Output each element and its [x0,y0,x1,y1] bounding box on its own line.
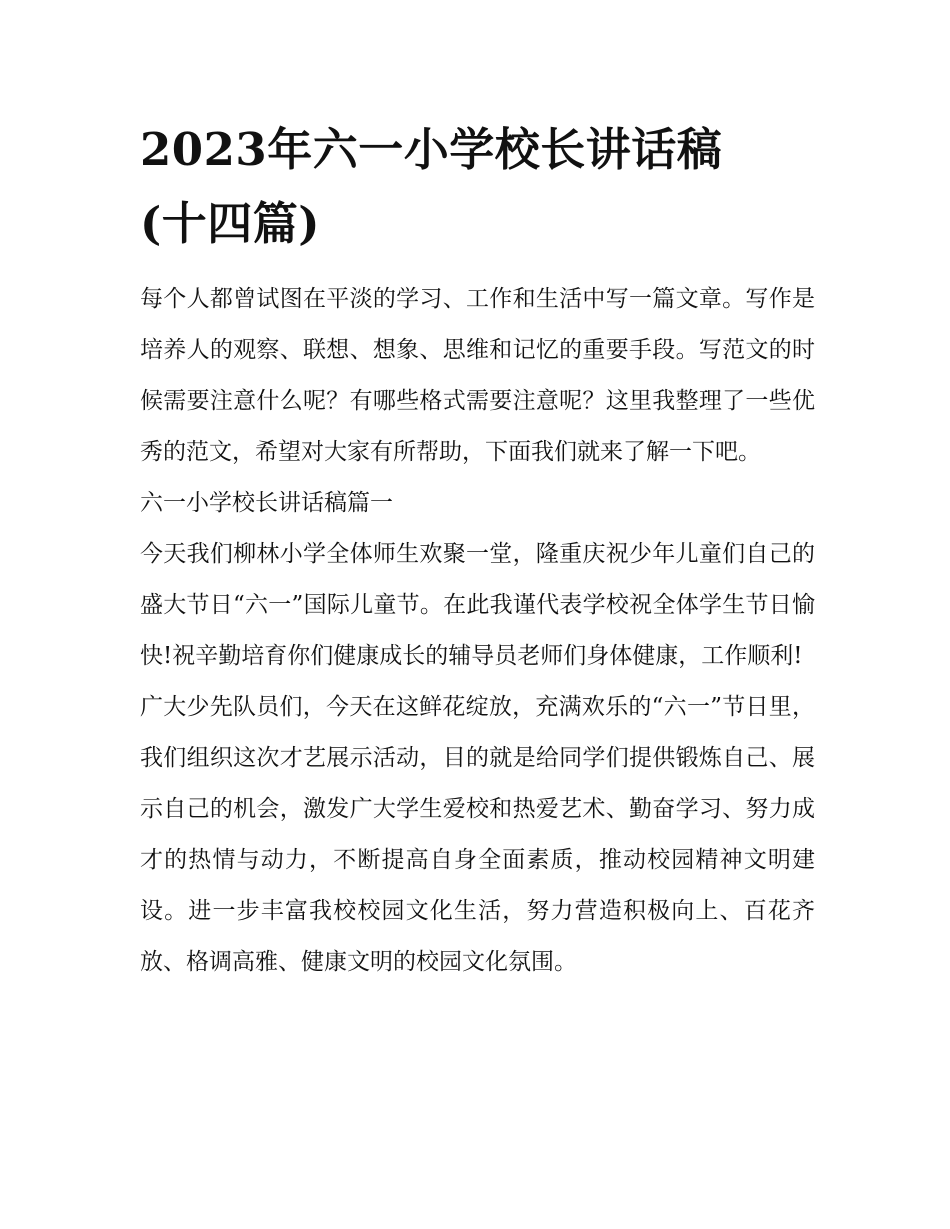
document-title [140,113,815,261]
body-paragraph-1: 今天我们柳林小学全体师生欢聚一堂，隆重庆祝少年儿童们自己的盛大节日“六一”国际儿童节。在此我谨代表学校祝全体学生节日愉快!祝辛勤培育你们健康成长的辅导员老师们身体健康，工作顺利! [140,541,815,669]
title-line-2: (十四篇) [140,197,321,250]
body-paragraph-2: 广大少先队员们，今天在这鲜花绽放，充满欢乐的“六一”节日里，我们组织这次才艺展示活动，目的就是给同学们提供锻炼自己、展示自己的机会，激发广大学生爱校和热爱艺术、勤奋学习、努力成才的热情与动力，不断提高自身全面素质，推动校园精神文明建设。进一步丰富我校校园文化生活，努力营造积极向上、百花齐放、格调高雅、健康文明的校园文化氛围。 [140,694,815,975]
intro-paragraph: 每个人都曾试图在平淡的学习、工作和生活中写一篇文章。写作是培养人的观察、联想、想象、思维和记忆的重要手段。写范文的时候需要注意什么呢？有哪些格式需要注意呢？这里我整理了一些优秀的范文，希望对大家有所帮助，下面我们就来了解一下吧。 [140,286,815,465]
title-line-1: 2023年六一小学校长讲话稿 [140,123,723,176]
document-body [140,113,815,988]
section-heading: 六一小学校长讲话稿篇一 [140,490,393,516]
